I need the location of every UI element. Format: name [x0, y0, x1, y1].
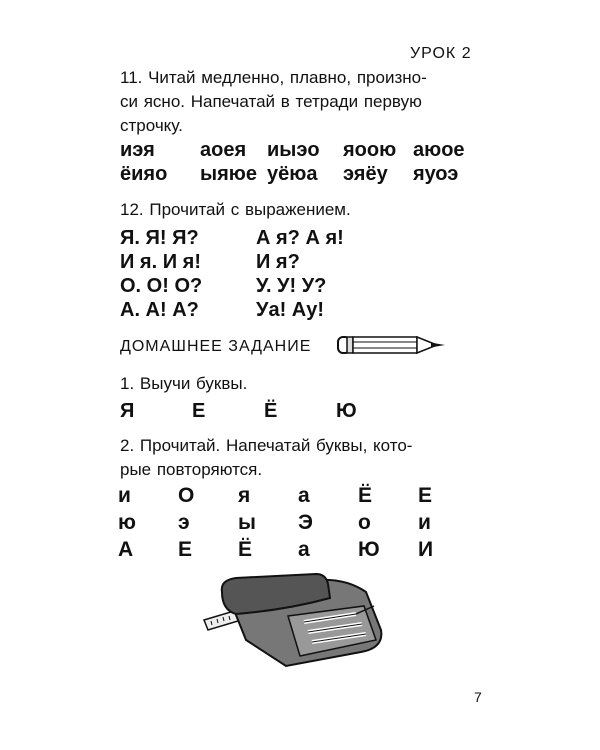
letter: Ю — [336, 400, 357, 422]
exercise-11-line-2: си ясно. Напечатай в тетради первую — [120, 92, 422, 111]
letter: Е — [418, 484, 433, 507]
syllable: яоою — [343, 139, 397, 161]
letter: и — [118, 484, 131, 507]
phrase: О. О! О? — [120, 275, 203, 297]
pencil-case-illustration — [196, 570, 396, 675]
syllable: ёияо — [120, 163, 168, 185]
letters-grid — [118, 482, 478, 563]
letter: Е — [192, 400, 206, 422]
phrase: А я? А я! — [256, 227, 344, 249]
syllable: иэя — [120, 139, 155, 161]
letter: Ю — [358, 538, 380, 561]
syllable: иыэо — [267, 139, 320, 161]
letter: Е — [178, 538, 193, 561]
letter: Ё — [238, 538, 253, 561]
syllable: эяёу — [343, 163, 388, 185]
letter: Э — [298, 511, 313, 534]
syllable-row-2 — [120, 163, 458, 186]
letters-to-learn — [120, 400, 357, 423]
phrase: А. А! А? — [120, 299, 199, 321]
letter: Я — [120, 400, 135, 422]
homework-task-2-line-1: 2. Прочитай. Напечатай буквы, кото- — [120, 436, 413, 455]
letter: ю — [118, 511, 136, 534]
page-number: 7 — [474, 689, 482, 705]
syllable: уёюа — [267, 163, 318, 185]
letter: О — [178, 484, 195, 507]
phrase: Уа! Ау! — [256, 299, 325, 321]
lesson-header: УРОК 2 — [410, 45, 472, 62]
exercise-12-left-column — [120, 226, 202, 322]
syllable: яуоэ — [413, 163, 459, 185]
letter: А — [118, 538, 134, 561]
exercise-11-text — [120, 66, 480, 138]
syllable-row-1 — [120, 139, 465, 162]
exercise-11-line-1: 11. Читай медленно, плавно, произно- — [120, 68, 427, 87]
letter: а — [298, 484, 310, 507]
homework-task-2 — [120, 434, 480, 482]
letter: и — [418, 511, 431, 534]
phrase: У. У! У? — [256, 275, 327, 297]
phrase: И я? — [256, 251, 300, 273]
phrase: Я. Я! Я? — [120, 227, 199, 249]
letter: И — [418, 538, 434, 561]
letter: а — [298, 538, 310, 561]
letter: ы — [238, 511, 256, 534]
letter: э — [178, 511, 190, 534]
letter: о — [358, 511, 371, 534]
phrase: И я. И я! — [120, 251, 201, 273]
syllable: аоея — [200, 139, 247, 161]
exercise-12-right-column — [256, 226, 344, 322]
syllable: ыяюе — [200, 163, 257, 185]
letter: Ё — [264, 400, 278, 422]
homework-task-1: 1. Выучи буквы. — [120, 374, 248, 393]
syllable: аюое — [413, 139, 465, 161]
homework-task-2-line-2: рые повторяются. — [120, 460, 263, 479]
homework-title: ДОМАШНЕЕ ЗАДАНИЕ — [120, 338, 312, 355]
exercise-11-line-3: строчку. — [120, 116, 183, 135]
letter: я — [238, 484, 251, 507]
pencil-icon — [337, 334, 447, 361]
letter: Ё — [358, 484, 373, 507]
exercise-12-title: 12. Прочитай с выражением. — [120, 200, 351, 219]
